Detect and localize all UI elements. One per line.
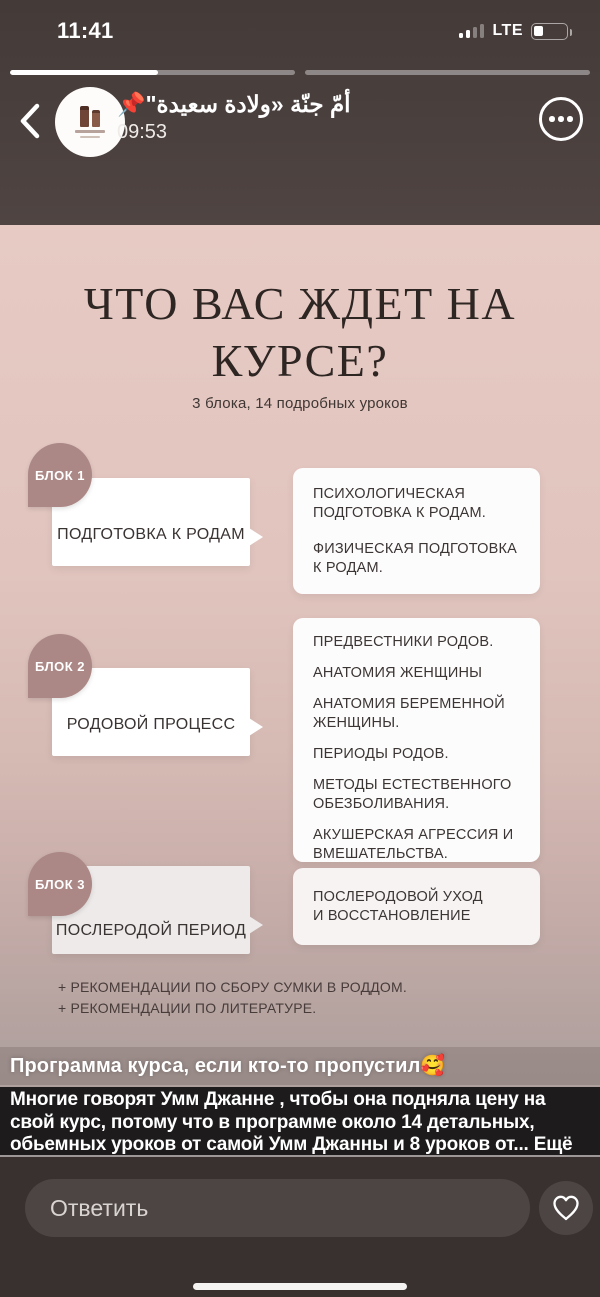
pin-emoji: 📌 [117,91,146,117]
caption-text-block [0,1087,600,1157]
heart-icon [551,1194,581,1222]
home-indicator[interactable] [193,1283,407,1290]
block-2-details-box [293,618,540,862]
slide-title: ЧТО ВАС ЖДЕТ НА КУРСЕ? [83,278,517,386]
header-text[interactable] [117,90,351,144]
block-pointer [249,916,263,934]
progress-fill [10,70,158,75]
story-title: أمّ جنّة «ولادة سعيدة"📌 [117,91,351,117]
more-options-button[interactable] [539,97,583,141]
block-pointer [249,528,263,546]
detail-item: МЕТОДЫ ЕСТЕСТВЕННОГО ОБЕЗБОЛИВАНИЯ. [313,777,512,812]
back-button[interactable] [12,88,48,154]
detail-item: АНАТОМИЯ ЖЕНЩИНЫ [313,665,483,681]
story-timestamp: 09:53 [117,121,168,143]
separator-line [0,1155,600,1157]
course-slide [0,225,600,1087]
battery-level [534,26,543,36]
cellular-signal-icon [459,24,485,38]
logo-text-line [75,130,105,133]
block-1-badge: БЛОК 1 [28,443,92,507]
ellipsis-icon [549,116,555,122]
detail-item: АНАТОМИЯ БЕРЕМЕННОЙ ЖЕНЩИНЫ. [313,696,505,731]
avatar[interactable] [55,87,125,157]
network-type-label: LTE [492,22,523,39]
block-1-details-box [293,468,540,594]
story-progress [10,70,590,75]
caption-overlay-line: Программа курса, если кто-то пропустил🥰 [0,1047,600,1085]
detail-item: ПРЕДВЕСТНИКИ РОДОВ. [313,634,494,650]
note-line: + РЕКОМЕНДАЦИИ ПО СБОРУ СУМКИ В РОДДОМ. [58,979,407,995]
status-bar [0,0,600,62]
block-2-badge: БЛОК 2 [28,634,92,698]
reply-field[interactable] [25,1179,530,1237]
block-1-name: ПОДГОТОВКА К РОДАМ [57,526,245,543]
detail-item: ФИЗИЧЕСКАЯ ПОДГОТОВКА К РОДАМ. [313,540,518,576]
status-icons [459,22,568,40]
detail-item: ПСИХОЛОГИЧЕСКАЯ ПОДГОТОВКА К РОДАМ. [313,485,487,521]
block-3-details-box [293,868,540,945]
caption-body: Многие говорят Умм Джанне , чтобы она подняла цену на свой курс, потому что в программе около 14 детальных, обьемных уроков от самой Умм Джанны и 8 уроков от... [10,1089,546,1155]
detail-item: ПЕРИОДЫ РОДОВ. [313,746,449,762]
progress-bar-1 [10,70,295,75]
block-3-name: ПОСЛЕРОДОЙ ПЕРИОД [55,922,247,939]
detail-item: АКУШЕРСКАЯ АГРЕССИЯ И ВМЕШАТЕЛЬСТВА. [313,827,514,862]
block-2-name: РОДОВОЙ ПРОЦЕСС [66,716,236,733]
clock: 11:41 [57,18,114,43]
like-button[interactable] [539,1181,593,1235]
slide-subtitle: 3 блока, 14 подробных уроков [192,395,408,412]
block-pointer [249,718,263,736]
battery-nub [570,29,573,36]
reply-input[interactable] [25,1179,530,1237]
battery-icon [531,23,568,40]
slide-notes [58,977,407,1019]
chevron-left-icon [17,100,43,142]
story-header [0,86,600,160]
more-link[interactable]: Ещё [533,1134,573,1155]
detail-item: ПОСЛЕРОДОВОЙ УХОД И ВОССТАНОВЛЕНИЕ [313,888,483,924]
note-line: + РЕКОМЕНДАЦИИ ПО ЛИТЕРАТУРЕ. [58,1000,317,1016]
logo-text-line [80,136,100,138]
block-3-badge: БЛОК 3 [28,852,92,916]
product-logo [80,106,100,127]
progress-bar-2 [305,70,590,75]
